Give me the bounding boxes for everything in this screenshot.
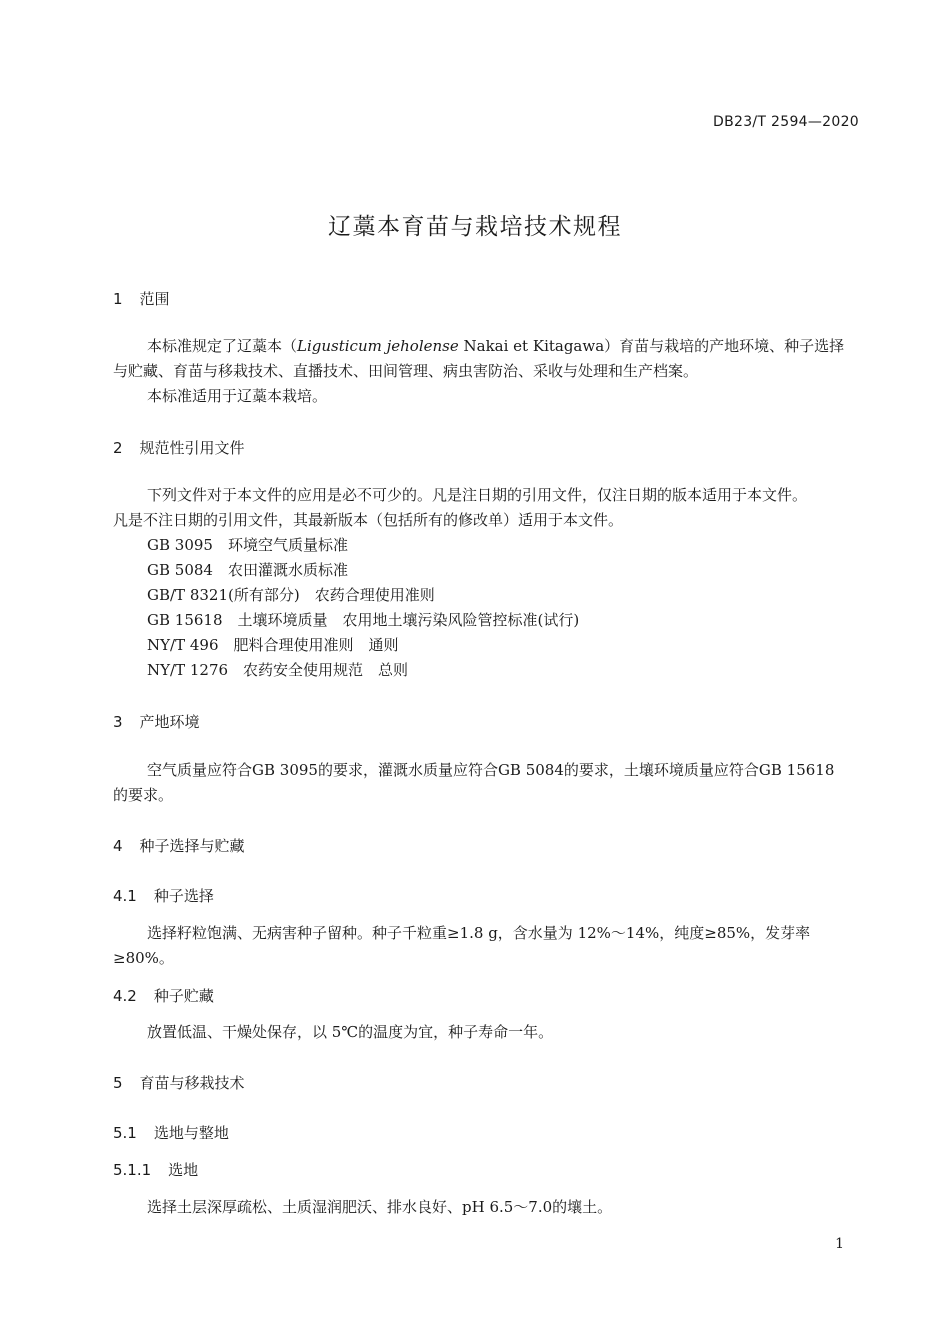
section-title: 选地: [168, 1161, 199, 1179]
reference-item: NY/T 496 肥料合理使用准则 通则: [147, 636, 399, 654]
section-number: 3: [113, 713, 123, 731]
paragraph-line: ≥80%。: [113, 949, 174, 967]
section-title: 育苗与移栽技术: [139, 1074, 245, 1092]
section-title: 种子贮藏: [153, 987, 214, 1005]
subsection-heading-4-1: [113, 885, 214, 906]
subsection-heading-5-1-1: [113, 1159, 198, 1180]
paragraph-line: 选择籽粒饱满、无病害种子留种。种子千粒重≥1.8 g，含水量为 12%～14%，纯度≥85%，发芽率: [147, 924, 811, 942]
subsection-heading-4-2: [113, 985, 214, 1006]
section-heading-3: [113, 711, 200, 732]
section-number: 4: [113, 837, 123, 855]
section-title: 种子选择与贮藏: [139, 837, 245, 855]
paragraph-line: 本标准适用于辽藁本栽培。: [147, 387, 328, 405]
paragraph-line: [147, 334, 844, 359]
section-number: 1: [113, 290, 123, 308]
section-title: 种子选择: [153, 887, 214, 905]
page-title: 辽藁本育苗与栽培技术规程: [328, 214, 622, 240]
page-number: 1: [835, 1236, 844, 1252]
section-heading-1: [113, 288, 170, 309]
section-title: 范围: [139, 290, 170, 308]
paragraph-line: 与贮藏、育苗与移栽技术、直播技术、田间管理、病虫害防治、采收与处理和生产档案。: [113, 362, 699, 380]
paragraph-line: 空气质量应符合GB 3095的要求，灌溉水质量应符合GB 5084的要求，土壤环境质量应符合GB 15618: [147, 761, 835, 779]
section-title: 产地环境: [139, 713, 200, 731]
section-number: 4.2: [113, 987, 137, 1005]
latin-name: Ligusticum jeholense: [297, 337, 459, 355]
subsection-heading-5-1: [113, 1122, 229, 1143]
section-title: 规范性引用文件: [139, 439, 245, 457]
text-run: 本标准规定了辽藁本（: [147, 337, 298, 355]
reference-item: GB/T 8321(所有部分) 农药合理使用准则: [147, 586, 435, 604]
section-number: 4.1: [113, 887, 137, 905]
paragraph-line: 下列文件对于本文件的应用是必不可少的。凡是注日期的引用文件，仅注日期的版本适用于本文件。: [147, 486, 808, 504]
section-heading-2: [113, 437, 245, 458]
reference-item: GB 5084 农田灌溉水质标准: [147, 561, 348, 579]
paragraph-line: 的要求。: [113, 786, 174, 804]
section-title: 选地与整地: [153, 1124, 229, 1142]
paragraph-line: 凡是不注日期的引用文件，其最新版本（包括所有的修改单）适用于本文件。: [113, 511, 624, 529]
paragraph-line: 选择土层深厚疏松、土质湿润肥沃、排水良好、pH 6.5～7.0的壤土。: [147, 1198, 613, 1216]
text-run: Nakai et Kitagawa）育苗与栽培的产地环境、种子选择: [458, 337, 845, 355]
reference-item: GB 3095 环境空气质量标准: [147, 536, 348, 554]
reference-item: GB 15618 土壤环境质量 农用地土壤污染风险管控标准(试行): [147, 611, 580, 629]
paragraph-line: 放置低温、干燥处保存，以 5℃的温度为宜，种子寿命一年。: [147, 1023, 554, 1041]
section-number: 5.1.1: [113, 1161, 152, 1179]
reference-item: NY/T 1276 农药安全使用规范 总则: [147, 661, 409, 679]
document-number: DB23/T 2594—2020: [713, 114, 859, 130]
section-heading-4: [113, 835, 245, 856]
section-number: 5: [113, 1074, 123, 1092]
section-number: 5.1: [113, 1124, 137, 1142]
section-number: 2: [113, 439, 123, 457]
section-heading-5: [113, 1072, 245, 1093]
